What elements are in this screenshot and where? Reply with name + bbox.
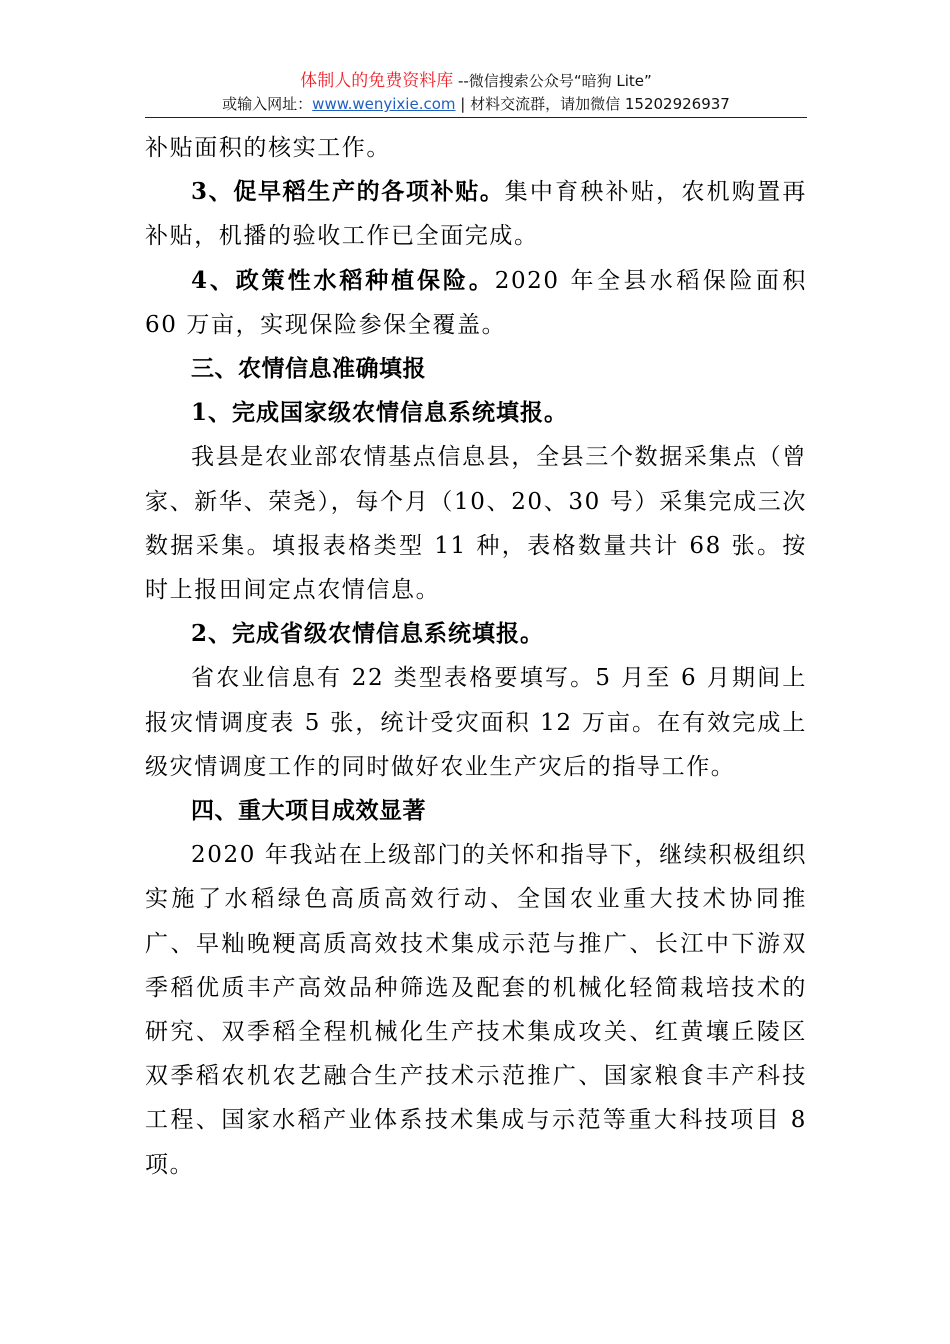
item-4-text: 2020 年全县水稻保险面积 60 万亩，实现保险参保全覆盖。 bbox=[145, 267, 807, 338]
header-contact-line bbox=[145, 93, 807, 116]
header-separator: | bbox=[455, 95, 471, 113]
header-url-label: 或输入网址： bbox=[222, 95, 313, 113]
header-divider bbox=[145, 117, 807, 118]
section-4-heading: 四、重大项目成效显著 bbox=[191, 798, 426, 825]
item-3-lead: 3、促早稻生产的各项补贴。 bbox=[191, 178, 505, 206]
header-brand-tail: --微信搜索公众号“暗狗 Lite” bbox=[453, 72, 652, 90]
continuation-paragraph: 补贴面积的核实工作。 bbox=[145, 135, 391, 161]
item-4-paragraph bbox=[145, 259, 807, 347]
document-body bbox=[145, 126, 807, 1187]
item-3-text: 集中育秧补贴，农机购置再补贴，机播的验收工作已全面完成。 bbox=[145, 179, 807, 250]
header-brand: 体制人的免费资料库 bbox=[300, 71, 454, 91]
header-contact: 材料交流群，请加微信 15202926937 bbox=[470, 95, 730, 113]
section-3-sub-2-heading: 2、完成省级农情信息系统填报。 bbox=[191, 620, 545, 648]
section-3-heading: 三、农情信息准确填报 bbox=[191, 356, 426, 383]
item-3-paragraph bbox=[145, 170, 807, 258]
section-3-sub-1-text: 我县是农业部农情基点信息县，全县三个数据采集点（曾家、新华、荣尧），每个月（10、20、30 号）采集完成三次数据采集。填报表格类型 11 种，表格数量共计 68 张。按时上报田间定点农情信息。 bbox=[145, 444, 807, 604]
section-3-sub-1-heading: 1、完成国家级农情信息系统填报。 bbox=[191, 399, 569, 427]
header-promo-line bbox=[145, 70, 807, 93]
item-4-lead: 4、政策性水稻种植保险。 bbox=[191, 266, 495, 294]
section-3-sub-2-text: 省农业信息有 22 类型表格要填写。5 月至 6 月期间上报灾情调度表 5 张，统计受灾面积 12 万亩。在有效完成上级灾情调度工作的同时做好农业生产灾后的指导工作。 bbox=[145, 665, 807, 780]
header-url-link[interactable]: www.wenyixie.com bbox=[312, 95, 456, 113]
page-header bbox=[145, 70, 807, 116]
section-4-text: 2020 年我站在上级部门的关怀和指导下，继续积极组织实施了水稻绿色高质高效行动、全国农业重大技术协同推广、早籼晚粳高质高效技术集成示范与推广、长江中下游双季稻优质丰产高效品种筛选及配套的机械化轻简栽培技术的研究、双季稻全程机械化生产技术集成攻关、红黄壤丘陵区双季稻农机农艺融合生产技术示范推广、国家粮食丰产科技工程、国家水稻产业体系技术集成与示范等重大科技项目 8 项。 bbox=[145, 842, 807, 1178]
